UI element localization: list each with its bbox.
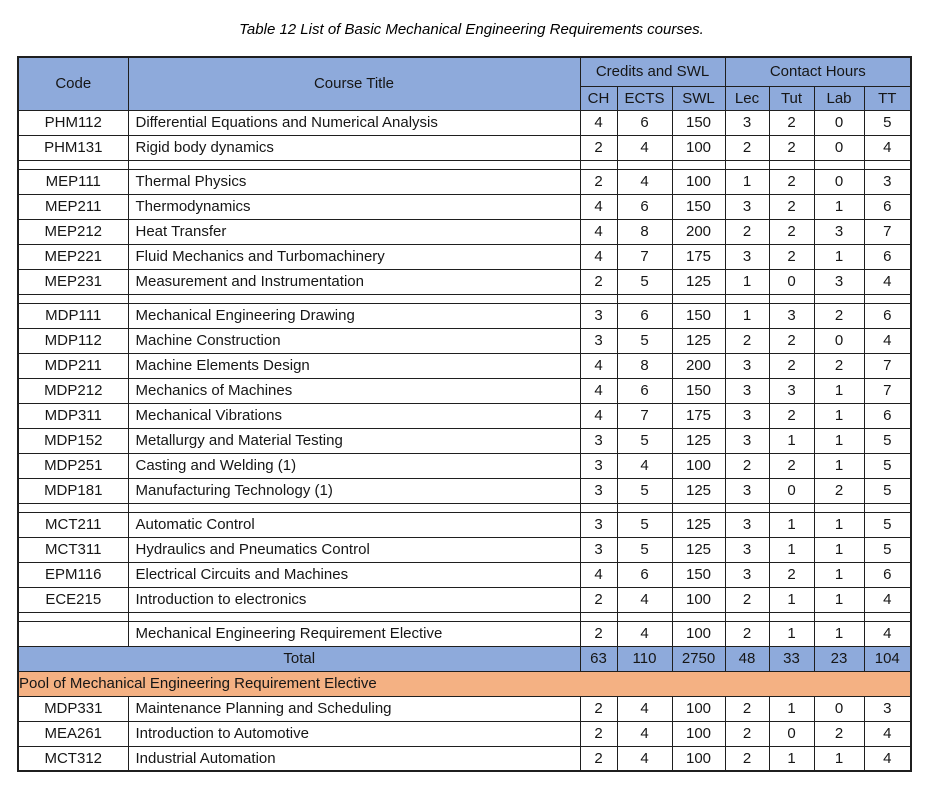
table-row [18,562,911,587]
value-cell: 1 [814,428,864,453]
value-cell: 5 [864,453,911,478]
value-cell: 2 [725,587,769,612]
spacer-cell [864,612,911,621]
table-row [18,110,911,135]
course-code-cell: MDP152 [18,428,128,453]
course-code-cell: MDP212 [18,378,128,403]
value-cell: 1 [814,562,864,587]
value-cell: 6 [864,194,911,219]
value-cell: 2 [725,453,769,478]
value-cell: 4 [864,135,911,160]
course-code-cell [18,621,128,646]
value-cell: 6 [617,303,672,328]
value-cell: 7 [617,403,672,428]
value-cell: 2 [725,696,769,721]
value-cell: 3 [725,562,769,587]
value-cell: 100 [672,696,725,721]
total-ch-cell: 63 [580,646,617,671]
spacer-cell [128,612,580,621]
value-cell: 1 [769,746,814,771]
spacer-cell [617,294,672,303]
table-row [18,169,911,194]
value-cell: 5 [617,478,672,503]
spacer-row [18,612,911,621]
value-cell: 150 [672,378,725,403]
value-cell: 100 [672,587,725,612]
value-cell: 150 [672,562,725,587]
spacer-cell [18,294,128,303]
total-swl-cell: 2750 [672,646,725,671]
value-cell: 8 [617,353,672,378]
course-code-cell: PHM131 [18,135,128,160]
value-cell: 3 [725,194,769,219]
subheader-swl: SWL [672,86,725,110]
course-code-cell: MDP112 [18,328,128,353]
value-cell: 150 [672,194,725,219]
spacer-cell [18,503,128,512]
value-cell: 2 [769,194,814,219]
value-cell: 175 [672,244,725,269]
table-row [18,537,911,562]
spacer-cell [617,160,672,169]
value-cell: 125 [672,428,725,453]
spacer-cell [725,294,769,303]
value-cell: 125 [672,537,725,562]
spacer-cell [725,503,769,512]
value-cell: 4 [617,621,672,646]
course-code-cell: MDP251 [18,453,128,478]
value-cell: 0 [814,135,864,160]
spacer-cell [580,503,617,512]
value-cell: 0 [814,696,864,721]
course-title-cell: Mechanical Engineering Requirement Elective [128,621,580,646]
spacer-row [18,294,911,303]
value-cell: 1 [725,169,769,194]
value-cell: 4 [864,587,911,612]
value-cell: 1 [725,303,769,328]
value-cell: 200 [672,353,725,378]
value-cell: 2 [580,721,617,746]
course-code-cell: MEP212 [18,219,128,244]
pool-header-cell: Pool of Mechanical Engineering Requirement Elective [18,671,911,696]
value-cell: 5 [864,110,911,135]
course-code-cell: MEP211 [18,194,128,219]
table-row [18,428,911,453]
spacer-cell [18,612,128,621]
value-cell: 4 [580,562,617,587]
value-cell: 2 [769,135,814,160]
spacer-cell [864,160,911,169]
value-cell: 1 [769,537,814,562]
course-title-cell: Manufacturing Technology (1) [128,478,580,503]
value-cell: 4 [580,219,617,244]
value-cell: 3 [580,453,617,478]
subheader-tut: Tut [769,86,814,110]
course-code-cell: MCT312 [18,746,128,771]
value-cell: 100 [672,621,725,646]
table-row [18,587,911,612]
spacer-cell [725,612,769,621]
value-cell: 2 [725,135,769,160]
value-cell: 6 [617,562,672,587]
value-cell: 2 [580,169,617,194]
value-cell: 3 [725,428,769,453]
subheader-lec: Lec [725,86,769,110]
header-code: Code [18,57,128,110]
value-cell: 4 [580,244,617,269]
spacer-cell [128,160,580,169]
value-cell: 4 [864,328,911,353]
value-cell: 4 [617,721,672,746]
value-cell: 4 [864,721,911,746]
spacer-cell [580,612,617,621]
value-cell: 5 [864,537,911,562]
value-cell: 100 [672,746,725,771]
table-row [18,303,911,328]
course-title-cell: Metallurgy and Material Testing [128,428,580,453]
value-cell: 6 [864,403,911,428]
spacer-row [18,160,911,169]
total-row [18,646,911,671]
table-row [18,135,911,160]
course-code-cell: EPM116 [18,562,128,587]
subheader-lab: Lab [814,86,864,110]
course-title-cell: Machine Construction [128,328,580,353]
header-contact-hours-group: Contact Hours [725,57,911,86]
total-tt-cell: 104 [864,646,911,671]
course-title-cell: Industrial Automation [128,746,580,771]
value-cell: 1 [814,587,864,612]
course-code-cell: PHM112 [18,110,128,135]
value-cell: 1 [814,244,864,269]
value-cell: 2 [769,328,814,353]
value-cell: 200 [672,219,725,244]
value-cell: 2 [580,746,617,771]
value-cell: 2 [580,621,617,646]
table-row [18,453,911,478]
total-ects-cell: 110 [617,646,672,671]
value-cell: 175 [672,403,725,428]
value-cell: 2 [769,110,814,135]
value-cell: 2 [725,721,769,746]
course-title-cell: Machine Elements Design [128,353,580,378]
course-title-cell: Mechanical Vibrations [128,403,580,428]
header-group-row [18,57,911,86]
value-cell: 5 [864,428,911,453]
course-title-cell: Automatic Control [128,512,580,537]
value-cell: 1 [814,194,864,219]
course-title-cell: Rigid body dynamics [128,135,580,160]
value-cell: 3 [814,219,864,244]
subheader-tt: TT [864,86,911,110]
value-cell: 1 [769,428,814,453]
course-code-cell: ECE215 [18,587,128,612]
course-title-cell: Mechanics of Machines [128,378,580,403]
value-cell: 3 [725,478,769,503]
value-cell: 2 [580,587,617,612]
value-cell: 4 [580,110,617,135]
value-cell: 1 [814,403,864,428]
value-cell: 2 [814,353,864,378]
table-row [18,512,911,537]
value-cell: 3 [725,110,769,135]
course-title-cell: Measurement and Instrumentation [128,269,580,294]
table-row [18,244,911,269]
value-cell: 0 [769,478,814,503]
value-cell: 2 [725,328,769,353]
value-cell: 0 [814,110,864,135]
spacer-cell [672,294,725,303]
course-title-cell: Introduction to electronics [128,587,580,612]
spacer-cell [725,160,769,169]
value-cell: 1 [769,621,814,646]
value-cell: 1 [814,378,864,403]
value-cell: 3 [814,269,864,294]
spacer-cell [18,160,128,169]
spacer-cell [672,160,725,169]
value-cell: 2 [580,269,617,294]
value-cell: 5 [864,512,911,537]
value-cell: 3 [580,303,617,328]
value-cell: 8 [617,219,672,244]
table-row [18,478,911,503]
value-cell: 3 [769,303,814,328]
value-cell: 4 [617,746,672,771]
spacer-cell [814,294,864,303]
value-cell: 5 [617,512,672,537]
table-row [18,353,911,378]
value-cell: 6 [617,194,672,219]
value-cell: 125 [672,512,725,537]
value-cell: 3 [580,478,617,503]
table-header [18,57,911,110]
value-cell: 2 [725,621,769,646]
course-rows [18,110,911,646]
value-cell: 0 [769,721,814,746]
value-cell: 2 [725,219,769,244]
spacer-row [18,503,911,512]
course-title-cell: Mechanical Engineering Drawing [128,303,580,328]
value-cell: 1 [769,696,814,721]
value-cell: 3 [580,512,617,537]
value-cell: 4 [617,587,672,612]
value-cell: 125 [672,328,725,353]
value-cell: 4 [617,453,672,478]
spacer-cell [128,503,580,512]
value-cell: 6 [864,244,911,269]
value-cell: 7 [864,219,911,244]
value-cell: 125 [672,478,725,503]
value-cell: 2 [769,244,814,269]
value-cell: 3 [725,512,769,537]
value-cell: 2 [580,135,617,160]
value-cell: 4 [617,135,672,160]
value-cell: 1 [814,746,864,771]
value-cell: 2 [769,353,814,378]
course-title-cell: Introduction to Automotive [128,721,580,746]
value-cell: 7 [864,378,911,403]
course-code-cell: MEA261 [18,721,128,746]
course-code-cell: MDP311 [18,403,128,428]
spacer-cell [769,612,814,621]
pool-header-row [18,671,911,696]
spacer-cell [128,294,580,303]
course-title-cell: Heat Transfer [128,219,580,244]
course-title-cell: Differential Equations and Numerical Analysis [128,110,580,135]
spacer-cell [769,160,814,169]
value-cell: 2 [769,562,814,587]
value-cell: 150 [672,110,725,135]
spacer-cell [617,503,672,512]
spacer-cell [769,294,814,303]
value-cell: 6 [617,110,672,135]
value-cell: 5 [617,269,672,294]
value-cell: 5 [617,428,672,453]
course-title-cell: Maintenance Planning and Scheduling [128,696,580,721]
value-cell: 1 [814,621,864,646]
spacer-cell [672,503,725,512]
pool-rows [18,696,911,771]
value-cell: 4 [864,269,911,294]
course-title-cell: Casting and Welding (1) [128,453,580,478]
value-cell: 3 [725,353,769,378]
value-cell: 0 [814,169,864,194]
value-cell: 3 [580,328,617,353]
value-cell: 6 [864,562,911,587]
value-cell: 100 [672,721,725,746]
value-cell: 0 [814,328,864,353]
course-title-cell: Electrical Circuits and Machines [128,562,580,587]
table-row [18,403,911,428]
value-cell: 4 [580,194,617,219]
value-cell: 6 [864,303,911,328]
spacer-cell [769,503,814,512]
value-cell: 100 [672,169,725,194]
value-cell: 3 [769,378,814,403]
table-row [18,746,911,771]
total-label-cell: Total [18,646,580,671]
value-cell: 2 [814,478,864,503]
course-code-cell: MDP111 [18,303,128,328]
table-row [18,194,911,219]
value-cell: 5 [617,537,672,562]
value-cell: 100 [672,453,725,478]
value-cell: 4 [617,169,672,194]
value-cell: 2 [769,403,814,428]
spacer-cell [617,612,672,621]
value-cell: 150 [672,303,725,328]
value-cell: 3 [725,537,769,562]
subheader-ects: ECTS [617,86,672,110]
value-cell: 7 [617,244,672,269]
value-cell: 2 [769,219,814,244]
value-cell: 7 [864,353,911,378]
value-cell: 100 [672,135,725,160]
value-cell: 1 [725,269,769,294]
course-title-cell: Hydraulics and Pneumatics Control [128,537,580,562]
total-lec-cell: 48 [725,646,769,671]
value-cell: 3 [864,169,911,194]
spacer-cell [814,612,864,621]
header-course-title: Course Title [128,57,580,110]
value-cell: 4 [580,403,617,428]
value-cell: 2 [814,721,864,746]
value-cell: 2 [814,303,864,328]
course-code-cell: MEP111 [18,169,128,194]
value-cell: 6 [617,378,672,403]
value-cell: 2 [725,746,769,771]
table-row [18,328,911,353]
table-row [18,696,911,721]
course-code-cell: MCT211 [18,512,128,537]
spacer-cell [864,294,911,303]
value-cell: 2 [769,169,814,194]
value-cell: 4 [864,621,911,646]
value-cell: 4 [580,353,617,378]
value-cell: 5 [864,478,911,503]
value-cell: 3 [725,244,769,269]
course-title-cell: Thermodynamics [128,194,580,219]
value-cell: 3 [864,696,911,721]
courses-table [17,56,912,772]
value-cell: 2 [769,453,814,478]
value-cell: 3 [580,537,617,562]
value-cell: 1 [814,537,864,562]
value-cell: 1 [769,512,814,537]
spacer-cell [672,612,725,621]
value-cell: 4 [580,378,617,403]
course-code-cell: MEP221 [18,244,128,269]
value-cell: 1 [769,587,814,612]
total-tut-cell: 33 [769,646,814,671]
subheader-ch: CH [580,86,617,110]
value-cell: 3 [725,403,769,428]
table-row [18,219,911,244]
value-cell: 125 [672,269,725,294]
value-cell: 3 [580,428,617,453]
course-code-cell: MEP231 [18,269,128,294]
course-code-cell: MDP211 [18,353,128,378]
total-lab-cell: 23 [814,646,864,671]
table-row [18,378,911,403]
table-row [18,721,911,746]
header-credits-group: Credits and SWL [580,57,725,86]
value-cell: 3 [725,378,769,403]
value-cell: 0 [769,269,814,294]
value-cell: 4 [617,696,672,721]
course-code-cell: MDP331 [18,696,128,721]
value-cell: 2 [580,696,617,721]
summary-rows [18,646,911,696]
value-cell: 1 [814,512,864,537]
table-row [18,269,911,294]
spacer-cell [864,503,911,512]
value-cell: 1 [814,453,864,478]
value-cell: 5 [617,328,672,353]
spacer-cell [580,294,617,303]
course-title-cell: Thermal Physics [128,169,580,194]
course-code-cell: MCT311 [18,537,128,562]
spacer-cell [814,503,864,512]
spacer-cell [580,160,617,169]
course-title-cell: Fluid Mechanics and Turbomachinery [128,244,580,269]
table-row [18,621,911,646]
value-cell: 4 [864,746,911,771]
course-code-cell: MDP181 [18,478,128,503]
page-title: Table 12 List of Basic Mechanical Engineering Requirements courses. [239,21,704,38]
spacer-cell [814,160,864,169]
